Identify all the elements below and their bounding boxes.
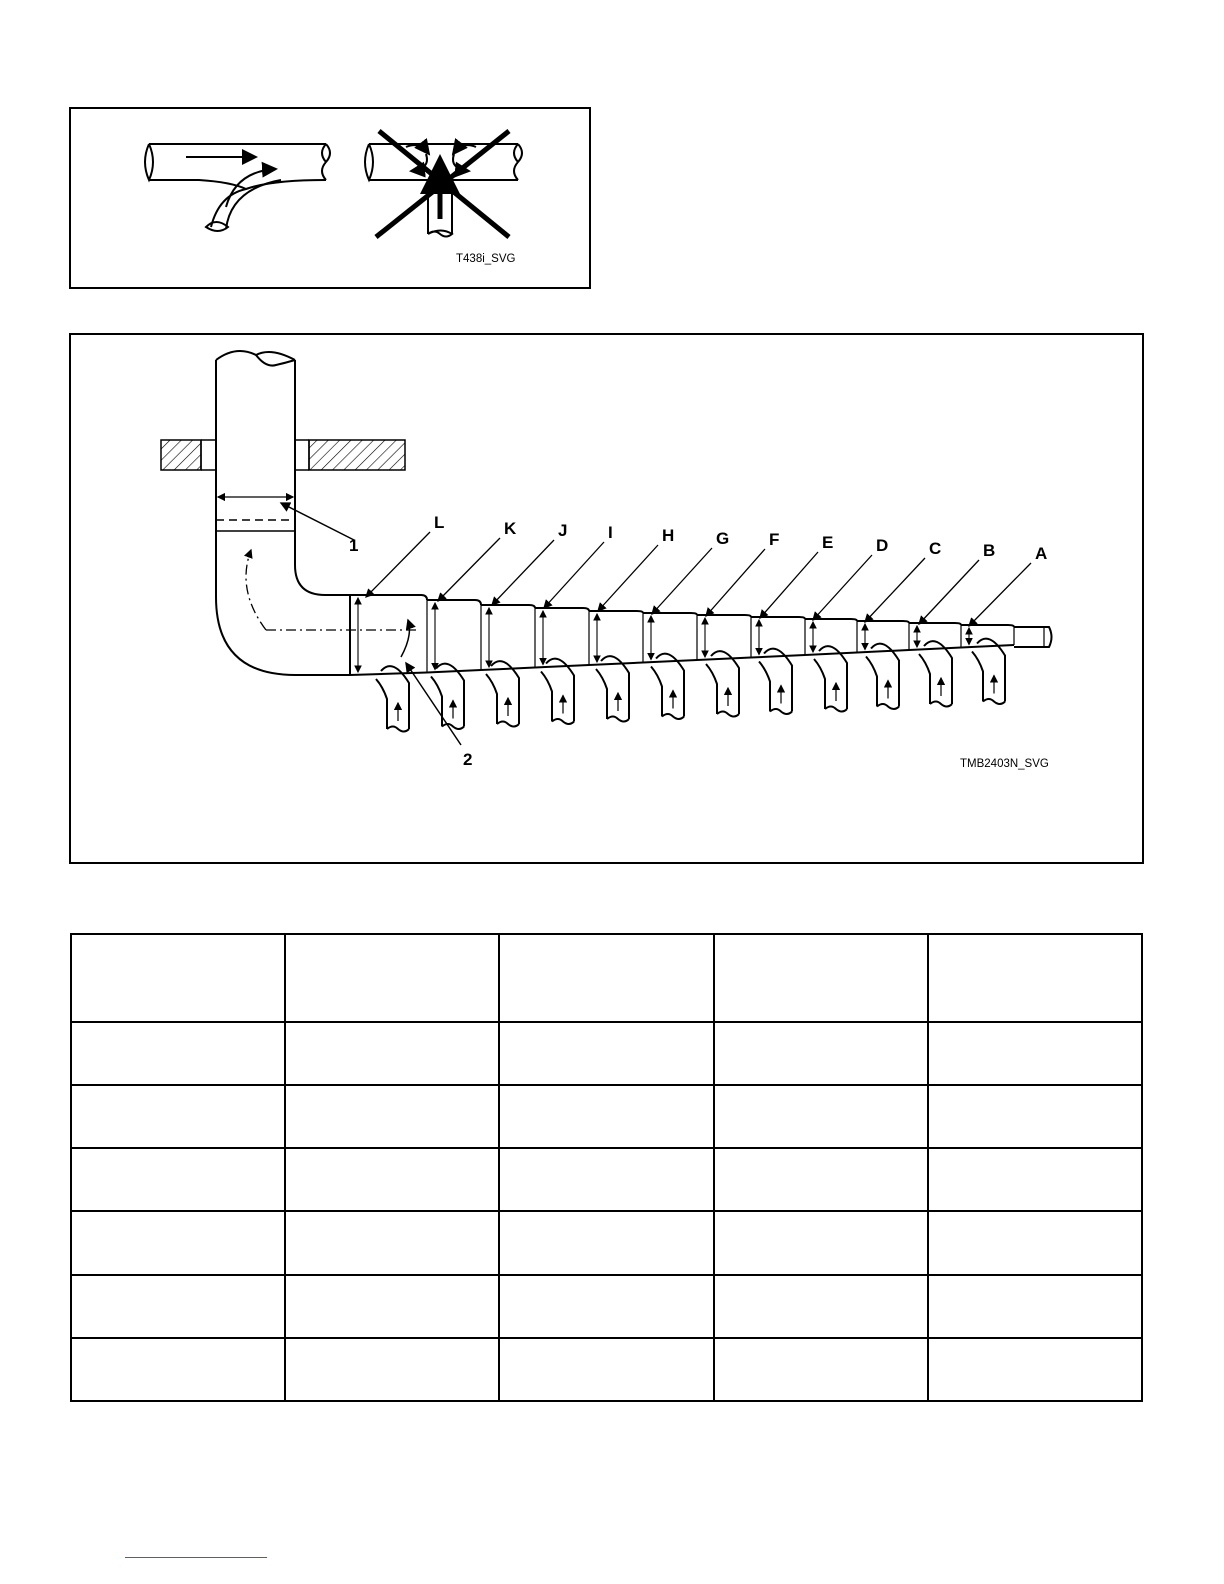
- riser-pipe: [216, 351, 416, 675]
- table-cell: [928, 1085, 1142, 1148]
- branch-pipe: [759, 649, 792, 714]
- callout-1: 1: [349, 536, 359, 555]
- header-sections: [350, 595, 1052, 675]
- table-cell: [285, 1211, 499, 1274]
- tee-connection-figure: [69, 107, 591, 289]
- empty-data-table: [70, 933, 1143, 1402]
- section-label: J: [558, 521, 568, 540]
- branch-pipe: [814, 646, 847, 711]
- table-cell: [714, 1148, 928, 1211]
- table-cell: [285, 1275, 499, 1338]
- table-cell: [714, 1085, 928, 1148]
- table-cell: [71, 1275, 285, 1338]
- figure-code: TMB2403N_SVG: [960, 758, 1049, 770]
- section-label: D: [876, 536, 889, 555]
- table-cell: [928, 1022, 1142, 1085]
- branch-pipe: [706, 651, 739, 716]
- table-row: [71, 1148, 1142, 1211]
- table-cell: [71, 1211, 285, 1274]
- section-label: E: [822, 533, 834, 552]
- section-label: K: [504, 519, 517, 538]
- section-label: F: [769, 530, 780, 549]
- floor-slab: [161, 440, 405, 470]
- table-cell: [285, 1022, 499, 1085]
- section-label: L: [434, 513, 445, 532]
- table-cell: [499, 1148, 713, 1211]
- table-cell: [71, 1338, 285, 1401]
- branch-pipe: [596, 656, 629, 721]
- section-label: G: [716, 529, 730, 548]
- branch-pipe: [651, 654, 684, 719]
- table-cell: [499, 1338, 713, 1401]
- table-row: [71, 1338, 1142, 1401]
- branch-pipe: [541, 659, 574, 724]
- table-cell: [928, 1148, 1142, 1211]
- table-cell: [285, 1085, 499, 1148]
- table-cell: [499, 1211, 713, 1274]
- table-cell: [499, 1085, 713, 1148]
- table-cell: [71, 1148, 285, 1211]
- branch-pipe: [866, 644, 899, 709]
- table-row: [71, 1275, 1142, 1338]
- section-label: A: [1035, 544, 1048, 563]
- table-cell: [71, 1022, 285, 1085]
- table-cell: [714, 1338, 928, 1401]
- table-cell: [499, 1275, 713, 1338]
- section-label: H: [662, 526, 675, 545]
- table-cell: [928, 1211, 1142, 1274]
- branch-pipe: [486, 661, 519, 726]
- branch-pipe: [972, 639, 1005, 704]
- section-labels: [366, 513, 1047, 626]
- table-cell: [928, 1338, 1142, 1401]
- branch-pipe: [431, 664, 464, 729]
- branch-pipes: [376, 639, 1005, 732]
- table-cell: [928, 1275, 1142, 1338]
- footer-link-underline[interactable]: [125, 1557, 267, 1558]
- table-cell: [499, 1022, 713, 1085]
- table-cell: [71, 934, 285, 1022]
- table-cell: [285, 934, 499, 1022]
- branch-pipe: [376, 666, 409, 731]
- table-cell: [714, 1211, 928, 1274]
- table-cell: [714, 934, 928, 1022]
- figure-code: T438i_SVG: [456, 253, 516, 265]
- table-cell: [71, 1085, 285, 1148]
- section-label: B: [983, 541, 996, 560]
- table-cell: [285, 1148, 499, 1211]
- table-cell: [928, 934, 1142, 1022]
- branch-pipe: [919, 641, 952, 706]
- table-cell: [285, 1338, 499, 1401]
- wrong-tee-flow-icon: [365, 131, 522, 237]
- section-label: I: [608, 523, 613, 542]
- table-row: [71, 1022, 1142, 1085]
- table-header-row: [71, 934, 1142, 1022]
- correct-tee-flow-icon: [145, 144, 330, 231]
- section-label: C: [929, 539, 942, 558]
- manifold-figure: [69, 333, 1144, 864]
- table-cell: [714, 1275, 928, 1338]
- table-row: [71, 1085, 1142, 1148]
- table-cell: [714, 1022, 928, 1085]
- table-cell: [499, 934, 713, 1022]
- manifold-drawing: [71, 335, 1144, 864]
- table-row: [71, 1211, 1142, 1274]
- callout-2: 2: [463, 750, 473, 769]
